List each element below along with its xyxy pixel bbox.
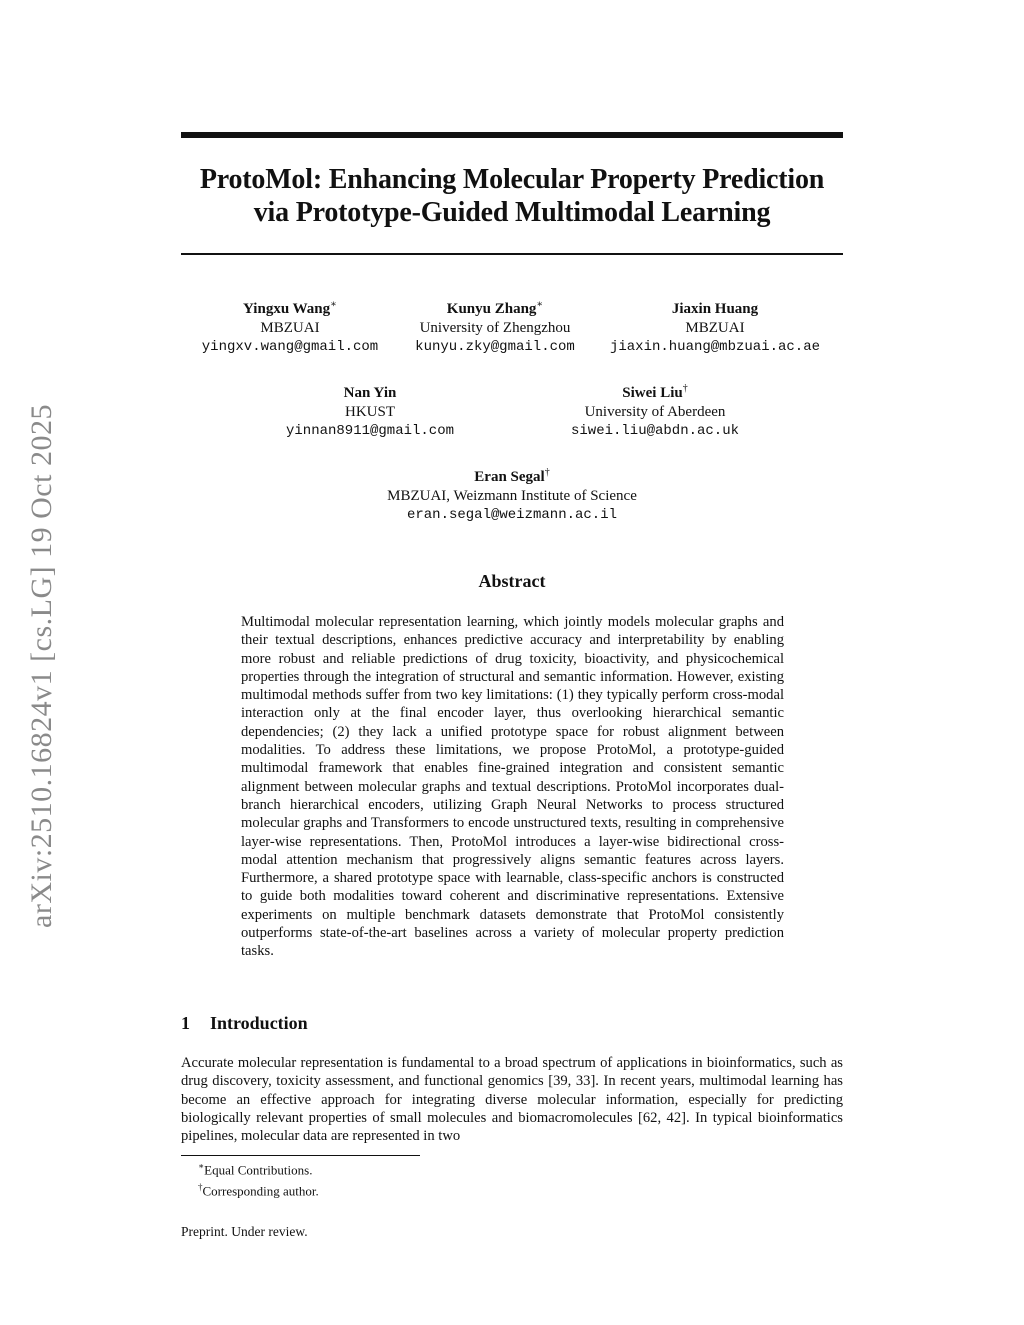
footnote-rule — [181, 1155, 420, 1156]
author-email[interactable]: siwei.liu@abdn.ac.uk — [570, 423, 740, 439]
abstract-heading: Abstract — [478, 571, 546, 591]
title-top-rule — [181, 132, 843, 138]
author-email[interactable]: eran.segal@weizmann.ac.il — [406, 507, 618, 523]
arxiv-identifier-stamp: arXiv:2510.16824v1 [cs.LG] 19 Oct 2025 — [25, 404, 58, 928]
author-email[interactable]: yinnan8911@gmail.com — [285, 423, 455, 439]
author-name: Eran Segal† — [474, 467, 550, 485]
author-affiliation: MBZUAI — [685, 320, 745, 336]
author-name: Siwei Liu† — [622, 383, 688, 401]
author-block — [600, 300, 830, 357]
author-name: Yingxu Wang∗ — [243, 299, 337, 317]
section-number: 1 — [181, 1013, 190, 1033]
preprint-notice: Preprint. Under review. — [181, 1224, 308, 1239]
author-email[interactable]: kunyu.zky@gmail.com — [415, 339, 575, 355]
title-bottom-rule — [181, 253, 843, 255]
author-affiliation: MBZUAI — [260, 320, 320, 336]
author-name: Nan Yin — [343, 385, 397, 401]
author-block — [395, 300, 595, 357]
author-name: Kunyu Zhang∗ — [446, 299, 544, 317]
author-name: Jiaxin Huang — [671, 301, 759, 317]
author-block — [545, 384, 765, 441]
author-affiliation: University of Aberdeen — [584, 404, 726, 420]
section-heading-introduction — [181, 1013, 308, 1034]
footnote-corresponding-author: †Corresponding author. — [198, 1181, 319, 1199]
author-block — [270, 384, 470, 441]
footnote-equal-contribution: ∗Equal Contributions. — [198, 1161, 313, 1178]
section-title: Introduction — [210, 1013, 308, 1033]
author-block — [342, 468, 682, 525]
author-block — [190, 300, 390, 357]
introduction-text: Accurate molecular representation is fundamental to a broad spectrum of applications in bioinformatics, such as drug discovery, toxicity assessment, and functional genomics [39, 33]. In recent years, multimodal learning has become an effective approach for integrating diverse molecular information, especially for predicting biologically relevant properties of small molecules and biomacromolecules [62, 42]. In typical bioinformatics pipelines, molecular data are represented in two — [181, 1055, 843, 1145]
author-email[interactable]: yingxv.wang@gmail.com — [201, 339, 379, 355]
paper-title: ProtoMol: Enhancing Molecular Property Prediction via Prototype-Guided Multimodal Learning — [199, 164, 825, 228]
author-affiliation: HKUST — [344, 404, 395, 420]
author-affiliation: University of Zhengzhou — [419, 320, 571, 336]
footnotes — [198, 1158, 319, 1200]
abstract-text: Multimodal molecular representation learning, which jointly models molecular graphs and their textual descriptions, enhances predictive accuracy and interpretability by enabling more robust and reliable predictions of drug toxicity, bioactivity, and physicochemical properties through the integration of structural and semantic information. However, existing multimodal methods suffer from two key limitations: (1) they typically perform cross-modal interaction only at the final encoder layer, thus overlooking hierarchical semantic dependencies; (2) they lack a unified prototype space for robust alignment between modalities. To address these limitations, we propose ProtoMol, a prototype-guided multimodal framework that enables fine-grained integration and consistent semantic alignment between molecular graphs and textual descriptions. ProtoMol incorporates dual-branch hierarchical encoders, utilizing Graph Neural Networks to process structured molecular graphs and Transformers to encode unstructured texts, resulting in comprehensive layer-wise representations. Then, ProtoMol introduces a layer-wise bidirectional cross-modal attention mechanism that progressively aligns semantic features across layers. Furthermore, a shared prototype space with learnable, class-specific anchors is constructed to guide both modalities toward coherent and discriminative representations. Extensive experiments on multiple benchmark datasets demonstrate that ProtoMol consistently outperforms state-of-the-art baselines across a variety of molecular property prediction tasks. — [241, 614, 784, 960]
author-email[interactable]: jiaxin.huang@mbzuai.ac.ae — [609, 339, 821, 355]
author-affiliation: MBZUAI, Weizmann Institute of Science — [387, 488, 637, 504]
